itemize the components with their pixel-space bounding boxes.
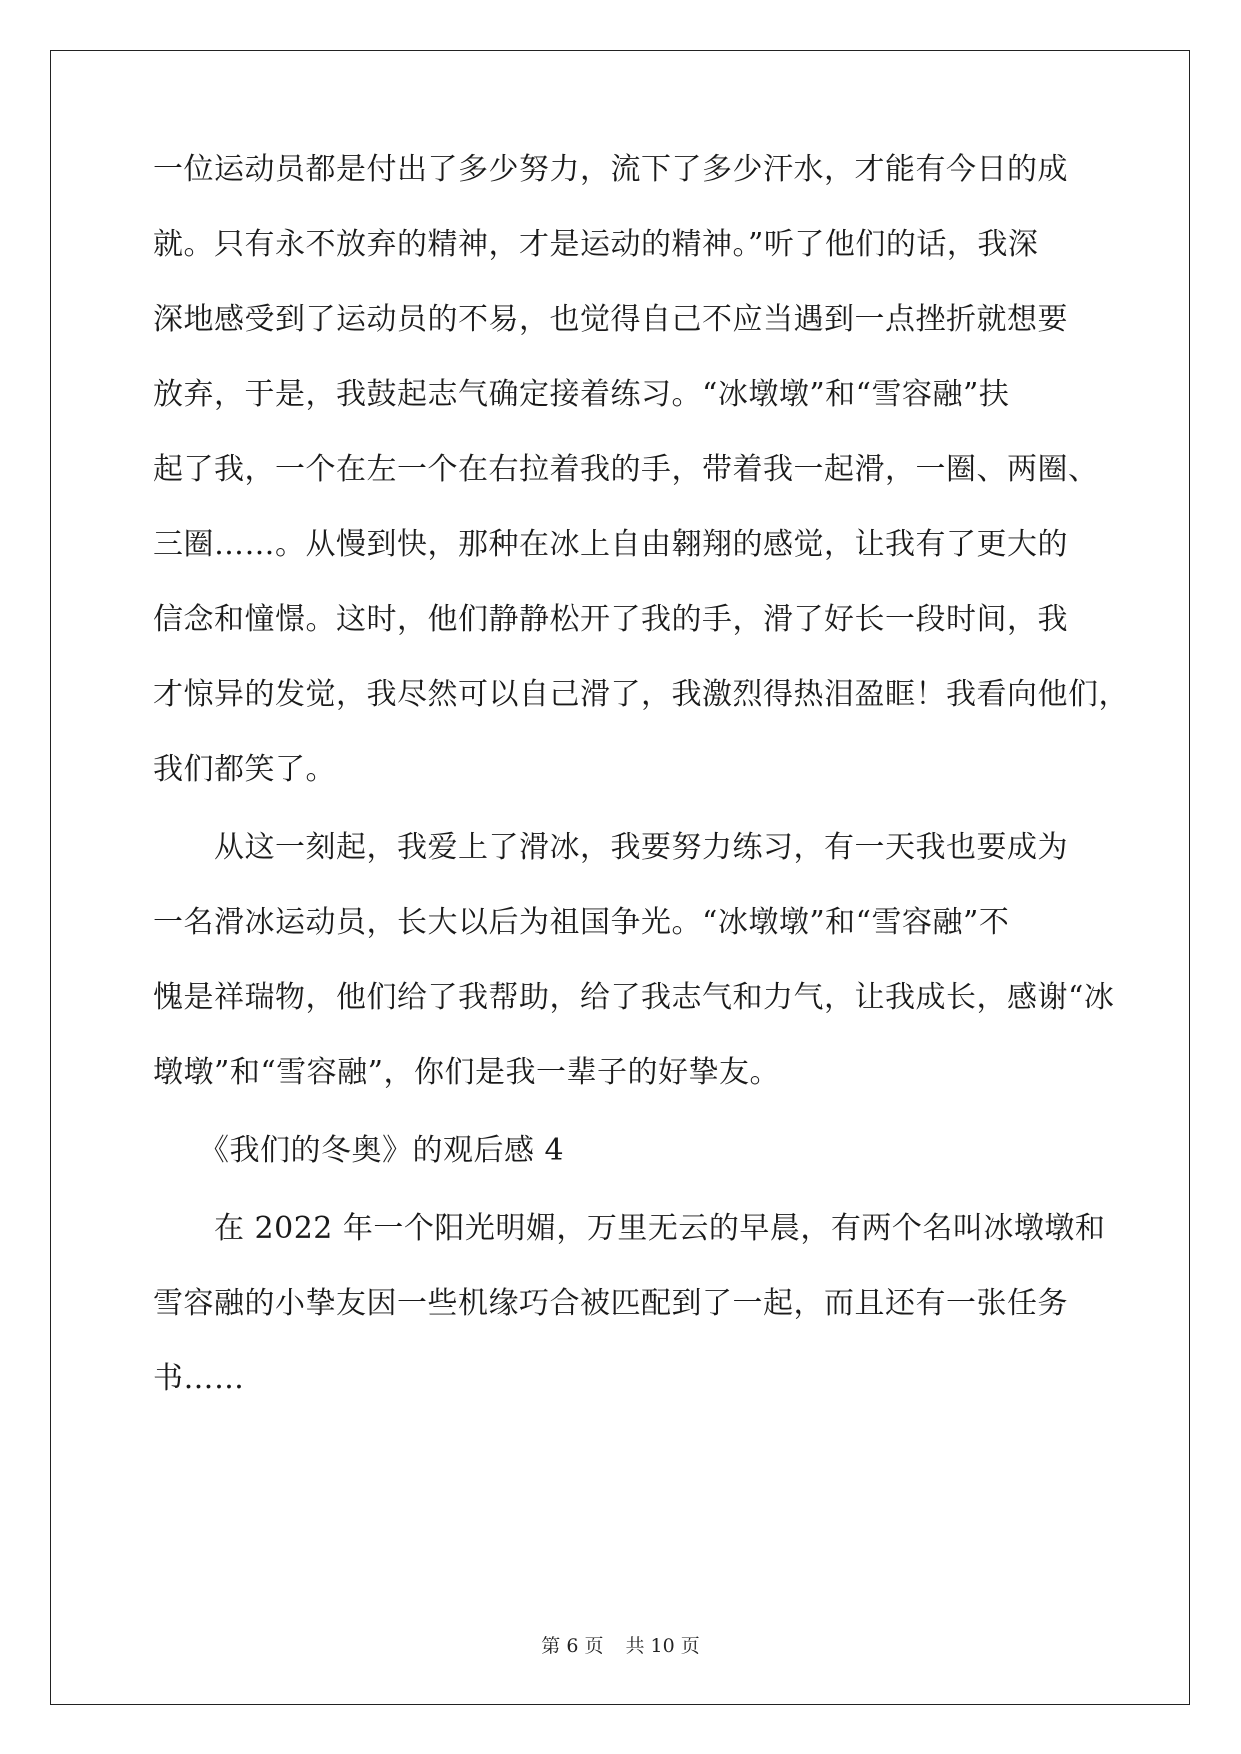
text-line: 三圈……。从慢到快，那种在冰上自由翱翔的感觉，让我有了更大的	[153, 527, 1068, 562]
text-line: 就。只有永不放弃的精神，才是运动的精神。”听了他们的话，我深	[153, 227, 1039, 262]
text-line: 才惊异的发觉，我尽然可以自己滑了，我激烈得热泪盈眶！我看向他们，	[153, 677, 1129, 712]
page-footer	[0, 1634, 1241, 1658]
page-border	[50, 50, 1190, 1705]
paragraph-start-line: 在 2022 年一个阳光明媚，万里无云的早晨，有两个名叫冰墩墩和	[153, 1211, 1106, 1246]
paragraph-start-line: 从这一刻起，我爱上了滑冰，我要努力练习，有一天我也要成为	[153, 830, 1068, 865]
text-line: 我们都笑了。	[153, 752, 336, 787]
text-line: 信念和憧憬。这时，他们静静松开了我的手，滑了好长一段时间，我	[153, 602, 1068, 637]
text-line: 起了我，一个在左一个在右拉着我的手，带着我一起滑，一圈、两圈、	[153, 452, 1099, 487]
section-heading: 《我们的冬奥》的观后感 4	[153, 1133, 565, 1168]
text-line: 雪容融的小挚友因一些机缘巧合被匹配到了一起，而且还有一张任务	[153, 1286, 1068, 1321]
page-total: 共 10 页	[625, 1635, 700, 1657]
text-line: 深地感受到了运动员的不易，也觉得自己不应当遇到一点挫折就想要	[153, 302, 1068, 337]
text-line: 墩墩”和“雪容融”，你们是我一辈子的好挚友。	[153, 1055, 781, 1090]
page-number: 第 6 页	[541, 1635, 604, 1657]
text-line: 一名滑冰运动员，长大以后为祖国争光。“冰墩墩”和“雪容融”不	[153, 905, 1010, 940]
text-line: 一位运动员都是付出了多少努力，流下了多少汗水，才能有今日的成	[153, 152, 1068, 187]
text-line: 书……	[153, 1361, 245, 1396]
text-line: 放弃，于是，我鼓起志气确定接着练习。“冰墩墩”和“雪容融”扶	[153, 377, 1010, 412]
text-line: 愧是祥瑞物，他们给了我帮助，给了我志气和力气，让我成长，感谢“冰	[153, 980, 1115, 1015]
